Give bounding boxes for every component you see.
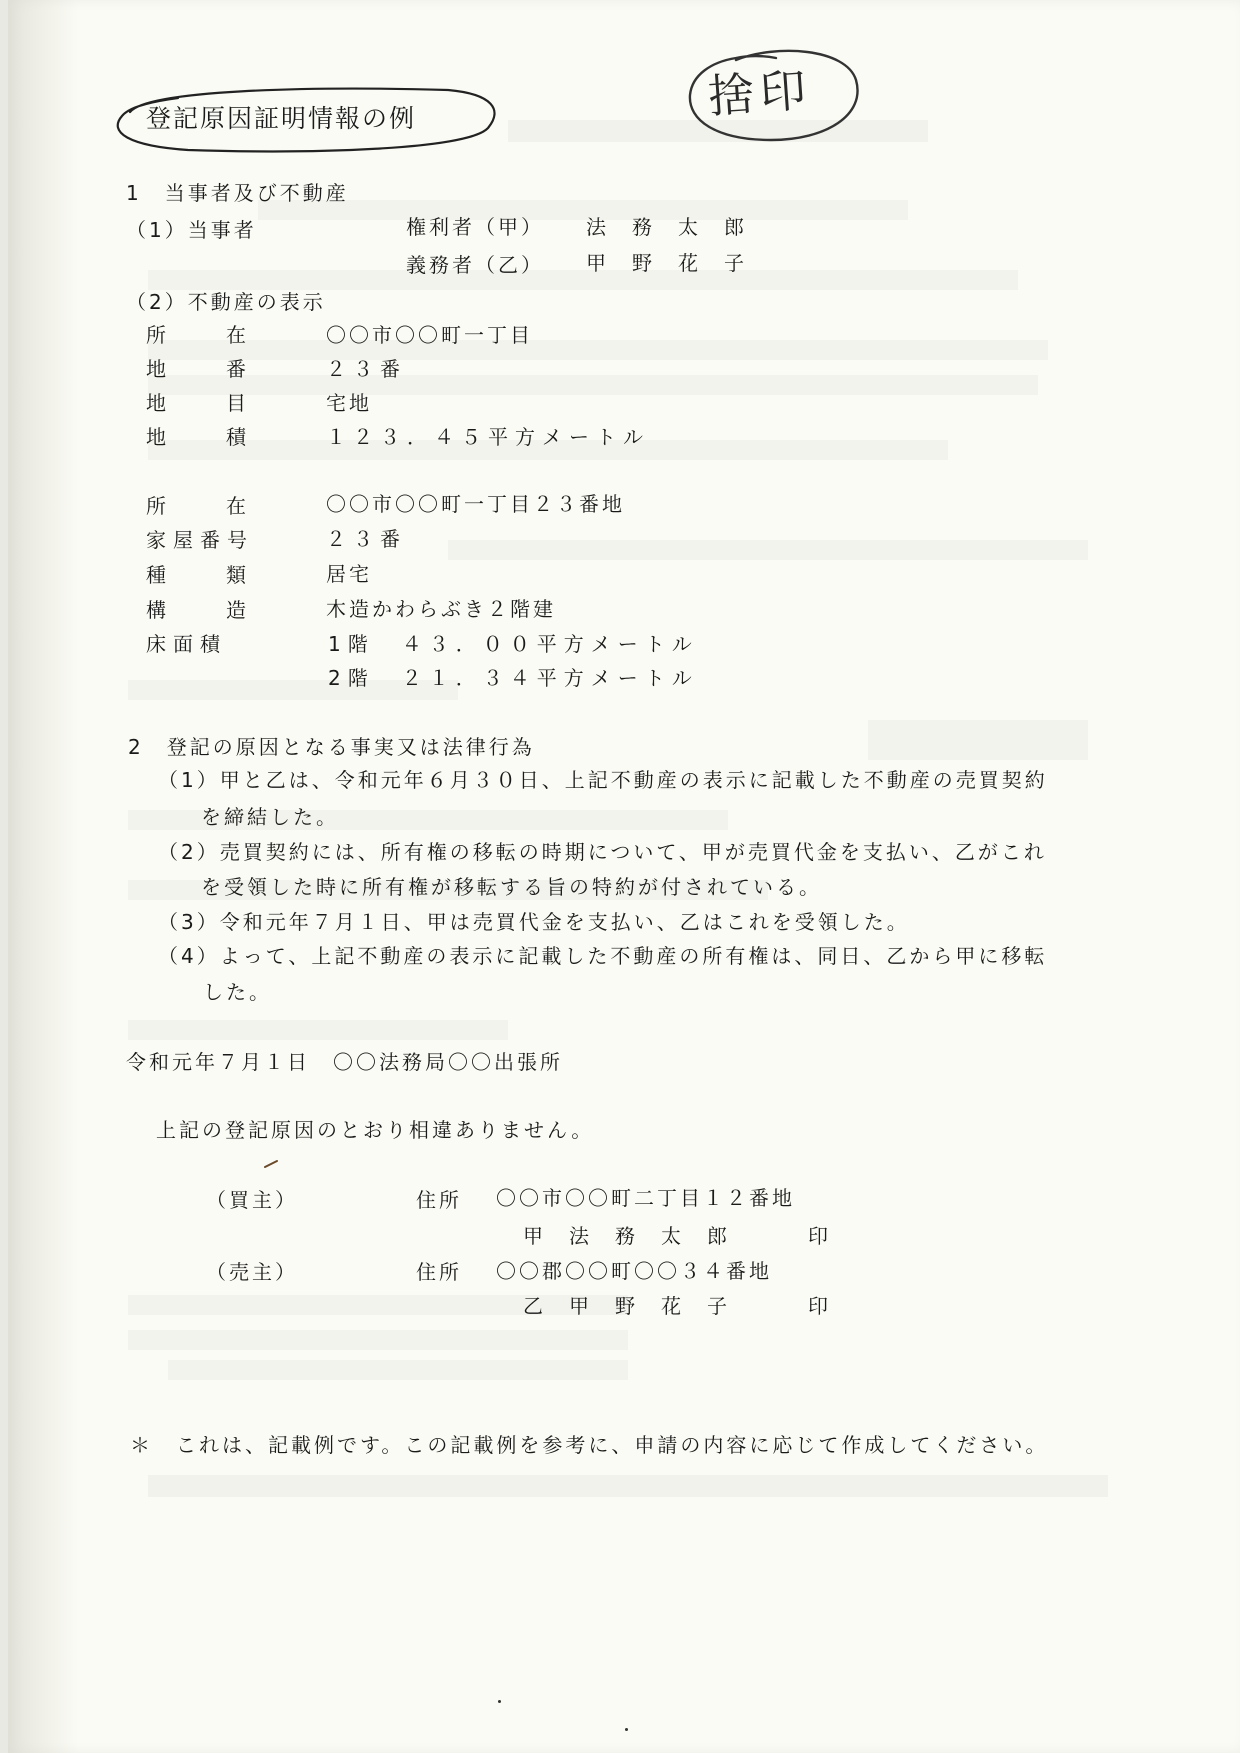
cause-line-5: （3）令和元年７月１日、甲は売買代金を支払い、乙はこれを受領した。 <box>158 910 910 934</box>
buyer-name: 法 務 太 郎 <box>586 215 747 239</box>
seller-sig-address-label: 住所 <box>416 1260 462 1284</box>
cause-line-3: （2）売買契約には、所有権の移転の時期について、甲が売買代金を支払い、乙がこれ <box>158 840 1047 864</box>
building-structure-value: 木造かわらぶき２階建 <box>326 597 556 621</box>
land-use-label: 地 目 <box>146 391 266 415</box>
building-floor-label: 床面積 <box>146 632 227 656</box>
cause-line-7: した。 <box>203 980 272 1004</box>
date-office-line: 令和元年７月１日 〇〇法務局〇〇出張所 <box>126 1050 563 1074</box>
land-lot-value: ２３番 <box>326 357 407 381</box>
cause-line-2: を締結した。 <box>201 805 339 829</box>
pen-tick-mark <box>263 1158 283 1170</box>
paper-speck <box>625 1728 628 1731</box>
seller-sig-role: （売主） <box>206 1260 298 1284</box>
confirmation-line: 上記の登記原因のとおり相違ありません。 <box>156 1118 595 1142</box>
buyer-sig-seal: 印 <box>808 1224 831 1248</box>
paper-speck <box>498 1700 501 1703</box>
cause-line-1: （1）甲と乙は、令和元年６月３０日、上記不動産の表示に記載した不動産の売買契約 <box>158 768 1048 792</box>
buyer-role: 権利者（甲） <box>406 215 544 239</box>
building-floor-1: 1階 ４３．００平方メートル <box>328 632 699 656</box>
building-location-value: 〇〇市〇〇町一丁目２３番地 <box>326 492 625 516</box>
land-area-value: １２３．４５平方メートル <box>326 425 650 449</box>
land-location-label: 所 在 <box>146 323 266 347</box>
property-label: （2）不動産の表示 <box>126 290 326 314</box>
stamp-handwriting: 捨印 <box>706 62 814 124</box>
buyer-sig-address-label: 住所 <box>416 1188 462 1212</box>
cause-line-6: （4）よって、上記不動産の表示に記載した不動産の所有権は、同日、乙から甲に移転 <box>158 944 1048 968</box>
building-type-label: 種 類 <box>146 563 266 587</box>
seller-sig-address: 〇〇郡〇〇町〇〇３４番地 <box>496 1259 772 1283</box>
building-location-label: 所 在 <box>146 494 266 518</box>
seller-role: 義務者（乙） <box>406 253 544 277</box>
footnote: ＊ これは、記載例です。この記載例を参考に、申請の内容に応じて作成してください。 <box>130 1433 1049 1457</box>
seller-name: 甲 野 花 子 <box>586 251 747 275</box>
document-title: 登記原因証明情報の例 <box>146 104 417 133</box>
land-lot-label: 地 番 <box>146 357 266 381</box>
section-2-heading: 2 登記の原因となる事実又は法律行為 <box>128 735 535 759</box>
land-location-value: 〇〇市〇〇町一丁目 <box>326 323 533 347</box>
section-1-heading: 1 当事者及び不動産 <box>126 181 349 205</box>
land-use-value: 宅地 <box>326 391 372 415</box>
building-number-label: 家屋番号 <box>146 528 254 552</box>
building-number-value: ２３番 <box>326 527 407 551</box>
buyer-sig-name: 甲 法 務 太 郎 <box>523 1224 730 1248</box>
building-floor-2: 2階 ２１．３４平方メートル <box>328 666 699 690</box>
buyer-sig-role: （買主） <box>206 1188 298 1212</box>
land-area-label: 地 積 <box>146 425 266 449</box>
document-page <box>8 0 1240 1753</box>
cause-line-4: を受領した時に所有権が移転する旨の特約が付されている。 <box>201 875 822 899</box>
building-structure-label: 構 造 <box>146 598 266 622</box>
seller-sig-name: 乙 甲 野 花 子 <box>523 1294 730 1318</box>
building-type-value: 居宅 <box>326 562 372 586</box>
seller-sig-seal: 印 <box>808 1294 831 1318</box>
party-label: （1）当事者 <box>126 218 257 242</box>
buyer-sig-address: 〇〇市〇〇町二丁目１２番地 <box>496 1186 795 1210</box>
